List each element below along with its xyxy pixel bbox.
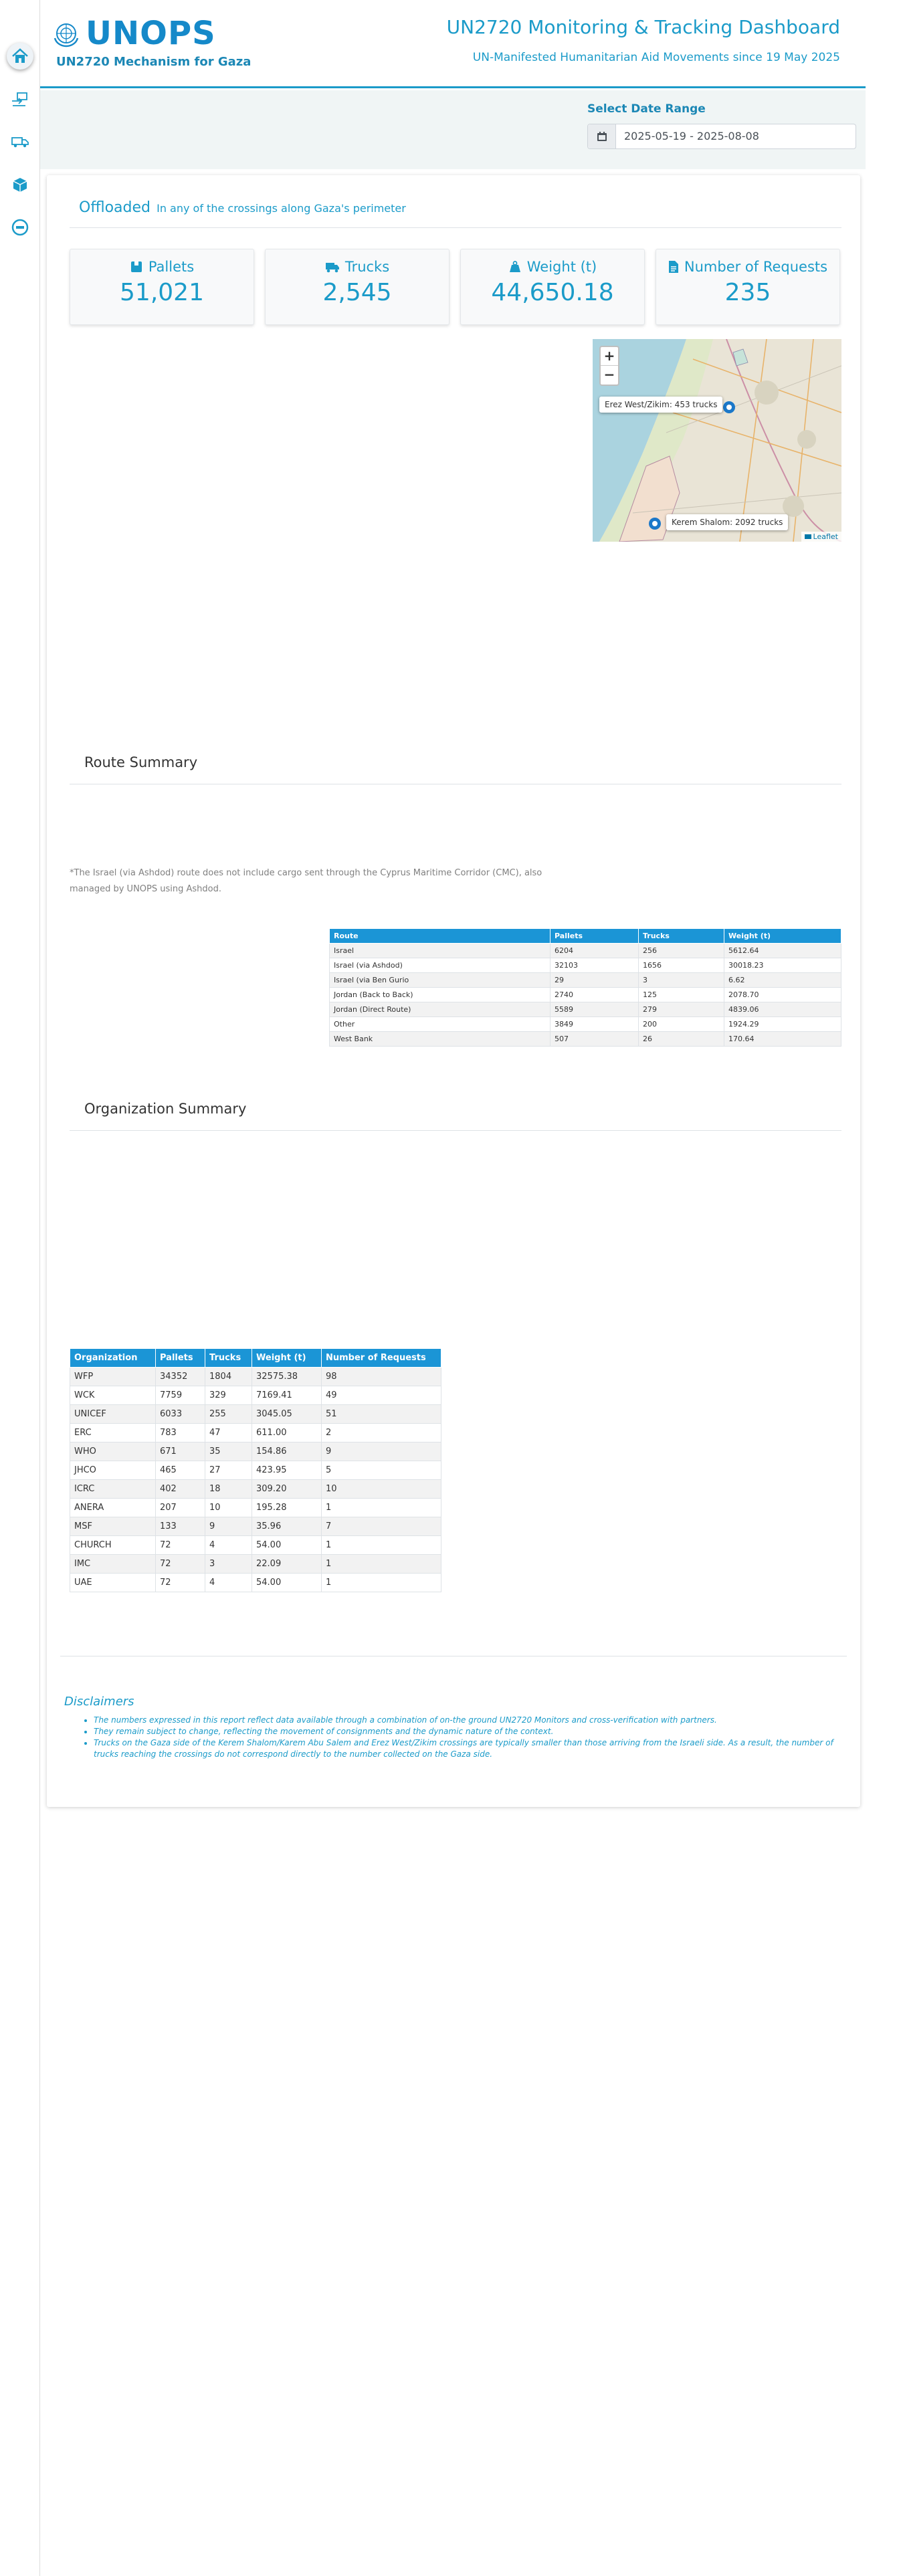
page-title: UN2720 Monitoring & Tracking Dashboard bbox=[446, 16, 840, 38]
kpi-card-pallets bbox=[70, 249, 254, 325]
table-cell: 279 bbox=[639, 1002, 724, 1017]
table-cell: 465 bbox=[156, 1461, 205, 1480]
table-cell: ERC bbox=[70, 1424, 156, 1442]
table-cell: 7759 bbox=[156, 1386, 205, 1405]
table-header-row bbox=[330, 929, 841, 944]
table-row bbox=[70, 1499, 441, 1517]
table-cell: 34352 bbox=[156, 1368, 205, 1386]
leaflet-logo-icon bbox=[805, 534, 811, 539]
kpi-card-weight bbox=[460, 249, 645, 325]
table-cell: 32103 bbox=[551, 958, 639, 973]
table-cell: Israel (via Ashdod) bbox=[330, 958, 551, 973]
table-cell: 72 bbox=[156, 1574, 205, 1592]
table-row bbox=[330, 988, 841, 1002]
table-cell: 98 bbox=[322, 1368, 441, 1386]
table-cell: 5612.64 bbox=[724, 944, 841, 958]
offloaded-title: Offloaded bbox=[79, 199, 151, 216]
disclaimer-item: • They remain subject to change, reflecting the movement of consignments and the dynamic nature of the context. bbox=[94, 1726, 843, 1737]
kpi-value: 2,545 bbox=[322, 279, 392, 306]
table-cell: 507 bbox=[551, 1032, 639, 1047]
sidebar-item-transfers[interactable] bbox=[7, 86, 33, 112]
crossings-map[interactable] bbox=[593, 339, 841, 542]
logo-text: UNOPS bbox=[86, 15, 216, 52]
table-row bbox=[70, 1536, 441, 1555]
table-row bbox=[70, 1517, 441, 1536]
table-cell: 1804 bbox=[205, 1368, 252, 1386]
table-cell: 1 bbox=[322, 1536, 441, 1555]
un-emblem-icon bbox=[52, 19, 80, 47]
kpi-label: Number of Requests bbox=[684, 259, 828, 275]
truck-icon bbox=[325, 260, 340, 274]
table-row bbox=[330, 944, 841, 958]
route-summary-table bbox=[329, 928, 841, 1047]
offloaded-subtitle: In any of the crossings along Gaza's perimeter bbox=[157, 202, 406, 215]
disclaimer-item: • The numbers expressed in this report reflect data available through a combination of on-the ground UN2720 Monitors and cross-verification with partners. bbox=[94, 1715, 843, 1726]
table-cell: 47 bbox=[205, 1424, 252, 1442]
table-cell: 27 bbox=[205, 1461, 252, 1480]
table-cell: 2740 bbox=[551, 988, 639, 1002]
kpi-card-trucks bbox=[265, 249, 450, 325]
zoom-in-button[interactable]: + bbox=[601, 347, 618, 366]
table-cell: 32575.38 bbox=[252, 1368, 322, 1386]
zoom-out-button[interactable]: − bbox=[603, 366, 615, 383]
table-row bbox=[330, 958, 841, 973]
kpi-card-requests bbox=[656, 249, 840, 325]
sidebar-item-home[interactable] bbox=[7, 43, 33, 70]
table-cell: 3 bbox=[639, 973, 724, 988]
kpi-label: Weight (t) bbox=[526, 259, 597, 275]
date-range-input[interactable]: 2025-05-19 - 2025-08-08 bbox=[624, 130, 759, 142]
table-cell: 35 bbox=[205, 1442, 252, 1461]
table-cell: Israel (via Ben Gurio bbox=[330, 973, 551, 988]
map-tooltip-kerem-shalom: Kerem Shalom: 2092 trucks bbox=[666, 514, 788, 530]
erez-marker-icon bbox=[723, 401, 735, 413]
main-card bbox=[47, 175, 860, 1807]
sidebar-item-trucks[interactable] bbox=[7, 128, 33, 155]
table-cell: UAE bbox=[70, 1574, 156, 1592]
table-cell: JHCO bbox=[70, 1461, 156, 1480]
table-cell: 195.28 bbox=[252, 1499, 322, 1517]
table-cell: 29 bbox=[551, 973, 639, 988]
route-note: *The Israel (via Ashdod) route does not include cargo sent through the Cyprus Maritime Corridor (CMC), also managed by UNOPS using Ashdod. bbox=[70, 868, 542, 894]
table-cell: Jordan (Direct Route) bbox=[330, 1002, 551, 1017]
table-row bbox=[330, 1017, 841, 1032]
table-cell: 1 bbox=[322, 1574, 441, 1592]
table-row bbox=[70, 1555, 441, 1574]
box-icon bbox=[11, 175, 29, 194]
table-cell: 170.64 bbox=[724, 1032, 841, 1047]
filter-band bbox=[40, 90, 866, 169]
table-cell: 18 bbox=[205, 1480, 252, 1499]
document-icon bbox=[668, 260, 679, 274]
table-row bbox=[70, 1368, 441, 1386]
kpi-value: 235 bbox=[724, 279, 771, 306]
table-cell: 783 bbox=[156, 1424, 205, 1442]
table-cell: Israel bbox=[330, 944, 551, 958]
table-cell: 9 bbox=[322, 1442, 441, 1461]
table-cell: 6.62 bbox=[724, 973, 841, 988]
table-cell: West Bank bbox=[330, 1032, 551, 1047]
table-row bbox=[330, 973, 841, 988]
table-row bbox=[70, 1574, 441, 1592]
organization-summary-title: Organization Summary bbox=[84, 1101, 247, 1117]
table-cell: WHO bbox=[70, 1442, 156, 1461]
table-cell: 72 bbox=[156, 1536, 205, 1555]
table-cell: 54.00 bbox=[252, 1574, 322, 1592]
table-cell: WCK bbox=[70, 1386, 156, 1405]
truck-icon bbox=[11, 132, 29, 151]
page-subtitle: UN-Manifested Humanitarian Aid Movements since 19 May 2025 bbox=[472, 51, 840, 64]
table-row bbox=[330, 1002, 841, 1017]
column-header[interactable]: Route bbox=[330, 929, 551, 944]
kpi-label: Trucks bbox=[344, 259, 390, 275]
table-cell: 51 bbox=[322, 1405, 441, 1424]
table-cell: 54.00 bbox=[252, 1536, 322, 1555]
column-header[interactable]: Weight (t) bbox=[252, 1349, 322, 1368]
table-header-row bbox=[70, 1349, 441, 1368]
table-cell: 133 bbox=[156, 1517, 205, 1536]
calendar-icon[interactable] bbox=[588, 124, 616, 148]
table-cell: 125 bbox=[639, 988, 724, 1002]
table-cell: 671 bbox=[156, 1442, 205, 1461]
table-cell: MSF bbox=[70, 1517, 156, 1536]
table-cell: 1 bbox=[322, 1499, 441, 1517]
sidebar bbox=[0, 0, 40, 2576]
date-range-picker[interactable] bbox=[587, 124, 856, 149]
pallet-icon bbox=[130, 260, 143, 274]
table-cell: 7169.41 bbox=[252, 1386, 322, 1405]
table-cell: CHURCH bbox=[70, 1536, 156, 1555]
table-cell: 1656 bbox=[639, 958, 724, 973]
table-cell: 309.20 bbox=[252, 1480, 322, 1499]
table-cell: 4 bbox=[205, 1574, 252, 1592]
column-header[interactable]: Pallets bbox=[156, 1349, 205, 1368]
column-header[interactable]: Trucks bbox=[205, 1349, 252, 1368]
column-header[interactable]: Trucks bbox=[639, 929, 724, 944]
table-cell: WFP bbox=[70, 1368, 156, 1386]
sidebar-item-blocked[interactable] bbox=[7, 214, 33, 241]
column-header[interactable]: Organization bbox=[70, 1349, 156, 1368]
attribution-link[interactable]: Leaflet bbox=[813, 532, 838, 541]
kerem-shalom-marker-icon bbox=[649, 518, 661, 530]
table-row bbox=[330, 1032, 841, 1047]
weight-icon bbox=[508, 260, 522, 274]
table-cell: 2 bbox=[322, 1424, 441, 1442]
organization-summary-table bbox=[70, 1348, 441, 1592]
table-cell: 611.00 bbox=[252, 1424, 322, 1442]
table-cell: 26 bbox=[639, 1032, 724, 1047]
table-row bbox=[70, 1405, 441, 1424]
divider bbox=[70, 227, 841, 228]
table-cell: 35.96 bbox=[252, 1517, 322, 1536]
table-cell: 7 bbox=[322, 1517, 441, 1536]
table-cell: ANERA bbox=[70, 1499, 156, 1517]
table-cell: 6033 bbox=[156, 1405, 205, 1424]
table-cell: 154.86 bbox=[252, 1442, 322, 1461]
sidebar-item-boxes[interactable] bbox=[7, 171, 33, 198]
kpi-value: 51,021 bbox=[120, 279, 204, 306]
logo-subtitle: UN2720 Mechanism for Gaza bbox=[56, 55, 252, 69]
disclaimers-list bbox=[94, 1715, 843, 1760]
table-cell: 5589 bbox=[551, 1002, 639, 1017]
table-cell: 402 bbox=[156, 1480, 205, 1499]
table-cell: 207 bbox=[156, 1499, 205, 1517]
column-header[interactable]: Pallets bbox=[551, 929, 639, 944]
table-cell: 49 bbox=[322, 1386, 441, 1405]
map-zoom-control bbox=[599, 346, 619, 386]
kpi-label: Pallets bbox=[148, 259, 195, 275]
table-cell: 200 bbox=[639, 1017, 724, 1032]
table-row bbox=[70, 1386, 441, 1405]
table-cell: UNICEF bbox=[70, 1405, 156, 1424]
table-cell: 329 bbox=[205, 1386, 252, 1405]
table-cell: 2078.70 bbox=[724, 988, 841, 1002]
disclaimers-title: Disclaimers bbox=[64, 1695, 134, 1709]
table-cell: 9 bbox=[205, 1517, 252, 1536]
table-cell: ICRC bbox=[70, 1480, 156, 1499]
table-cell: 1924.29 bbox=[724, 1017, 841, 1032]
table-cell: 4 bbox=[205, 1536, 252, 1555]
table-cell: 3849 bbox=[551, 1017, 639, 1032]
table-cell: Jordan (Back to Back) bbox=[330, 988, 551, 1002]
table-cell: 3 bbox=[205, 1555, 252, 1574]
column-header[interactable]: Weight (t) bbox=[724, 929, 841, 944]
date-range-label: Select Date Range bbox=[587, 102, 706, 116]
map-attribution[interactable] bbox=[801, 532, 841, 542]
logo[interactable] bbox=[52, 15, 216, 52]
table-row bbox=[70, 1461, 441, 1480]
table-cell: IMC bbox=[70, 1555, 156, 1574]
table-cell: 72 bbox=[156, 1555, 205, 1574]
table-cell: 255 bbox=[205, 1405, 252, 1424]
map-tiles bbox=[593, 339, 841, 542]
home-icon bbox=[11, 47, 29, 66]
table-cell: 6204 bbox=[551, 944, 639, 958]
table-row bbox=[70, 1442, 441, 1461]
table-cell: 256 bbox=[639, 944, 724, 958]
table-cell: 5 bbox=[322, 1461, 441, 1480]
kpi-value: 44,650.18 bbox=[491, 279, 614, 306]
disclaimer-item: • Trucks on the Gaza side of the Kerem Shalom/Karem Abu Salem and Erez West/Zikim crossings are typically smaller than those arriving from the Israeli side. As a result, the number of trucks reaching the crossings do not correspond directly to the number collected on the Gaza side. bbox=[94, 1737, 843, 1760]
table-row bbox=[70, 1480, 441, 1499]
offloaded-heading bbox=[79, 199, 406, 216]
table-cell: 423.95 bbox=[252, 1461, 322, 1480]
table-cell: 22.09 bbox=[252, 1555, 322, 1574]
divider bbox=[70, 1130, 841, 1131]
column-header[interactable]: Number of Requests bbox=[322, 1349, 441, 1368]
header bbox=[40, 0, 866, 88]
table-cell: 30018.23 bbox=[724, 958, 841, 973]
table-cell: 3045.05 bbox=[252, 1405, 322, 1424]
map-tooltip-erez: Erez West/Zikim: 453 trucks bbox=[599, 397, 722, 413]
transfer-icon bbox=[11, 90, 29, 108]
table-cell: Other bbox=[330, 1017, 551, 1032]
table-row bbox=[70, 1424, 441, 1442]
no-entry-icon bbox=[11, 218, 29, 237]
table-cell: 10 bbox=[322, 1480, 441, 1499]
table-cell: 1 bbox=[322, 1555, 441, 1574]
table-cell: 10 bbox=[205, 1499, 252, 1517]
table-cell: 4839.06 bbox=[724, 1002, 841, 1017]
route-summary-title: Route Summary bbox=[84, 754, 198, 770]
